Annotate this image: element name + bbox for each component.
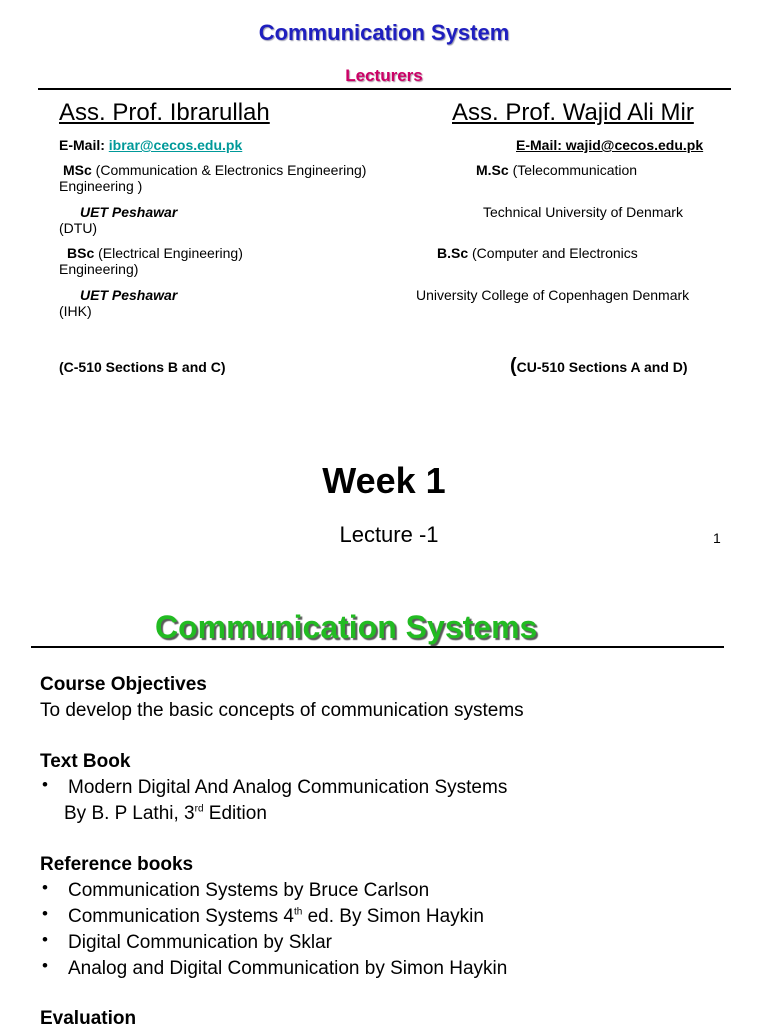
bullet-icon: • (42, 956, 48, 975)
page-number: 1 (713, 530, 721, 546)
textbook-item (42, 775, 508, 799)
bullet-icon: • (42, 775, 48, 794)
lecture-label: Lecture -1 (339, 522, 439, 547)
lecturer-name-left: Ass. Prof. Ibrarullah (59, 99, 270, 126)
email-label-left: E-Mail: (59, 137, 109, 153)
sections-right-text: CU-510 Sections A and D) (516, 359, 688, 375)
reference-text-2b: ed. By Simon Haykin (302, 906, 484, 927)
bsc-left (67, 245, 243, 261)
bsc-field-right: (Computer and Electronics (468, 245, 638, 261)
sections-left: (C-510 Sections B and C) (59, 359, 226, 375)
reference-item-1 (42, 878, 430, 902)
msc-label-right: M.Sc (476, 162, 509, 178)
bsc-field-left: (Electrical Engineering) (94, 245, 243, 261)
msc-label-left: MSc (63, 162, 92, 178)
reference-item-3 (42, 930, 332, 954)
lecturer-name-right: Ass. Prof. Wajid Ali Mir (452, 99, 694, 126)
reference-item-2 (42, 904, 484, 928)
evaluation-heading: Evaluation (40, 1008, 137, 1029)
slide1-title: Communication System (258, 20, 510, 45)
email-right[interactable]: E-Mail: wajid@cecos.edu.pk (516, 137, 704, 153)
msc-field-right-cont: Engineering ) (59, 178, 143, 194)
reference-heading: Reference books (40, 854, 194, 875)
textbook-edition-text: Edition (203, 803, 267, 824)
msc-field-left: (Communication & Electronics Engineering) (91, 162, 367, 178)
textbook-edition-sup: rd (194, 803, 204, 815)
sections-paren: ( (510, 355, 517, 377)
bullet-icon: • (42, 904, 48, 923)
reference-sup-2: th (293, 906, 303, 918)
reference-text-3: Digital Communication by Sklar (68, 932, 332, 953)
bsc-field-right-cont: Engineering) (59, 261, 139, 277)
bullet-icon: • (42, 878, 48, 897)
reference-text-4: Analog and Digital Communication by Simon Haykin (68, 958, 508, 979)
msc-uni-right: Technical University of Denmark (483, 204, 683, 220)
slide2-title: Communication Systems (155, 609, 538, 645)
bsc-uni-left: UET Peshawar (80, 287, 178, 303)
email-link-left[interactable]: ibrar@cecos.edu.pk (108, 137, 243, 153)
bsc-label-right: B.Sc (437, 245, 469, 261)
msc-left (63, 162, 366, 178)
textbook-title: Modern Digital And Analog Communication Systems (68, 777, 508, 798)
lecturers-heading: Lecturers (345, 66, 423, 85)
email-left (59, 137, 242, 153)
divider-top (38, 88, 731, 90)
bsc-uni-right-cont: (IHK) (59, 303, 92, 319)
msc-uni-right-cont: (DTU) (59, 220, 98, 236)
bsc-label-left: BSc (67, 245, 95, 261)
course-objectives-heading: Course Objectives (40, 674, 207, 695)
course-objectives-text: To develop the basic concepts of communication systems (40, 700, 524, 721)
bsc-uni-right: University College of Copenhagen Denmark (416, 287, 690, 303)
msc-field-right: (Telecommunication (508, 162, 638, 178)
reference-item-4 (42, 956, 508, 980)
reference-text-1: Communication Systems by Bruce Carlson (68, 880, 430, 901)
textbook-author (64, 803, 267, 825)
week-title: Week 1 (322, 460, 446, 501)
msc-uni-left: UET Peshawar (80, 204, 178, 220)
bullet-icon: • (42, 930, 48, 949)
reference-text-2a: Communication Systems 4 (68, 906, 294, 927)
textbook-heading: Text Book (40, 751, 131, 772)
textbook-author-text: By B. P Lathi, 3 (64, 803, 195, 824)
sections-right (510, 355, 688, 377)
msc-right (476, 162, 637, 178)
bsc-right (437, 245, 638, 261)
divider-slide2 (31, 646, 724, 648)
